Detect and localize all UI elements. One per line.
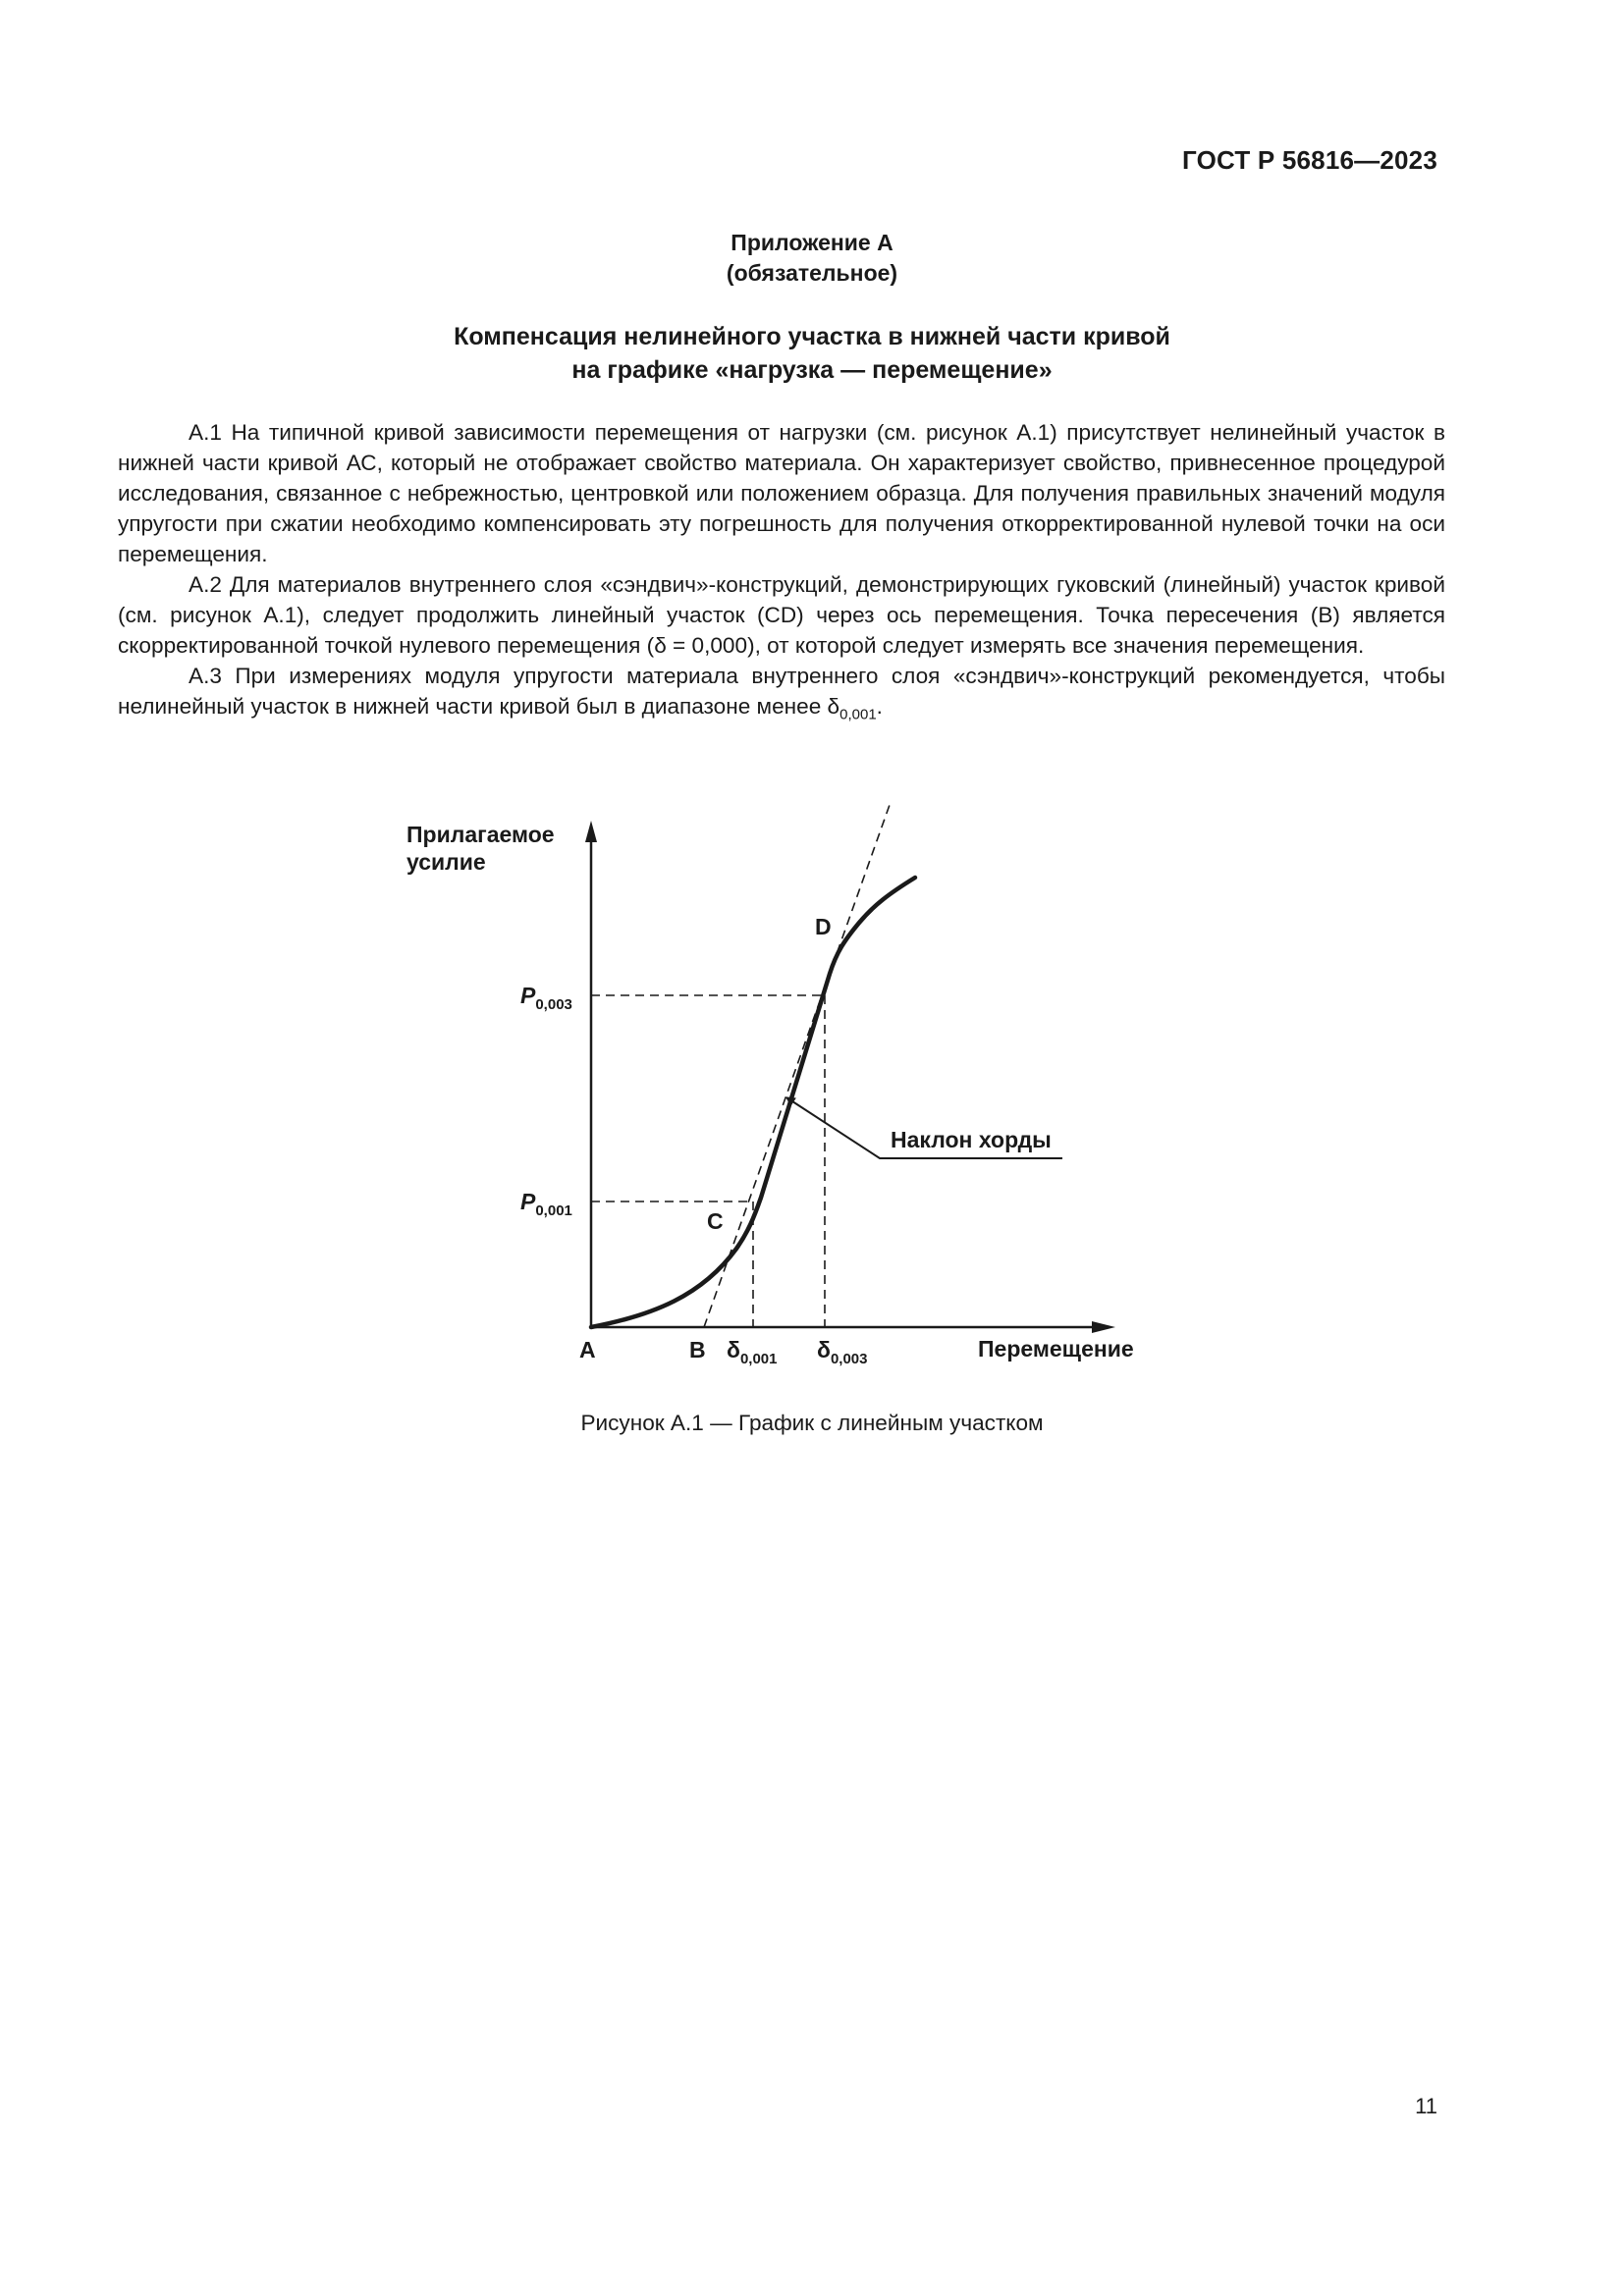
section-title-line2: на графике «нагрузка — перемещение» (571, 356, 1053, 384)
y-axis-label-line2: усилие (406, 849, 486, 875)
delta-high-label (817, 1337, 868, 1367)
delta-low-symbol: δ (727, 1337, 740, 1362)
paragraph-a3 (118, 661, 1445, 730)
p-low-label (520, 1189, 572, 1219)
load-curve (591, 878, 915, 1327)
document-code: ГОСТ Р 56816—2023 (1182, 145, 1437, 175)
delta-high-subscript: 0,003 (830, 1351, 868, 1367)
paragraph-a3-subscript: 0,001 (839, 706, 877, 723)
paragraph-a3-end: . (876, 694, 883, 719)
p-high-symbol: P (520, 983, 536, 1008)
section-title-line1: Компенсация нелинейного участка в нижней части кривой (454, 323, 1170, 350)
delta-low-label (727, 1337, 778, 1367)
delta-low-subscript: 0,001 (739, 1351, 778, 1367)
chord-slope-label: Наклон хорды (891, 1127, 1052, 1152)
paragraph-a3-text: А.3 При измерениях модуля упругости материала внутреннего слоя «сэндвич»-конструкций рекомендуется, чтобы нелинейный участок в нижней части кривой был в диапазоне менее δ (118, 664, 1445, 719)
point-d-label: D (815, 914, 832, 939)
annex-status: (обязательное) (726, 260, 898, 286)
body-text (118, 417, 1445, 730)
x-axis-label: Перемещение (978, 1336, 1134, 1362)
annex-heading (0, 228, 1624, 289)
section-title (0, 320, 1624, 387)
point-b-label: B (689, 1337, 706, 1362)
annex-title: Приложение А (731, 230, 893, 255)
p-low-symbol: P (520, 1189, 536, 1214)
p-high-label (520, 983, 572, 1013)
figure-a1 (393, 785, 1178, 1394)
delta-high-symbol: δ (817, 1337, 831, 1362)
page-number: 11 (1415, 2094, 1437, 2118)
point-a-label: A (579, 1337, 596, 1362)
x-axis-arrow-icon (1092, 1321, 1115, 1333)
tangent-extension (704, 805, 890, 1327)
p-low-subscript: 0,001 (535, 1202, 572, 1219)
figure-caption: Рисунок А.1 — График с линейным участком (580, 1411, 1044, 1435)
p-high-subscript: 0,003 (535, 996, 572, 1013)
paragraph-a1: А.1 На типичной кривой зависимости перемещения от нагрузки (см. рисунок А.1) присутствует нелинейный участок в нижней части кривой АС, который не отображает свойство материала. Он характеризует свойство, привнесенное процедурой исследования, связанное с небрежностью, центровкой или положением образца. Для получения правильных значений модуля упругости при сжатии необходимо компенсировать эту погрешность для получения откорректированной нулевой точки на оси перемещения. (118, 420, 1445, 566)
point-c-label: C (707, 1208, 724, 1234)
y-axis-arrow-icon (585, 821, 597, 842)
y-axis-label-line1: Прилагаемое (406, 822, 555, 847)
load-displacement-graph (393, 785, 1178, 1394)
paragraph-a2: А.2 Для материалов внутреннего слоя «сэндвич»-конструкций, демонстрирующих гуковский (линейный) участок кривой (см. рисунок А.1), следует продолжить линейный участок (CD) через ось перемещения. Точка пересечения (B) является скорректированной точкой нулевого перемещения (δ = 0,000), от которой следует измерять все значения перемещения. (118, 572, 1445, 658)
